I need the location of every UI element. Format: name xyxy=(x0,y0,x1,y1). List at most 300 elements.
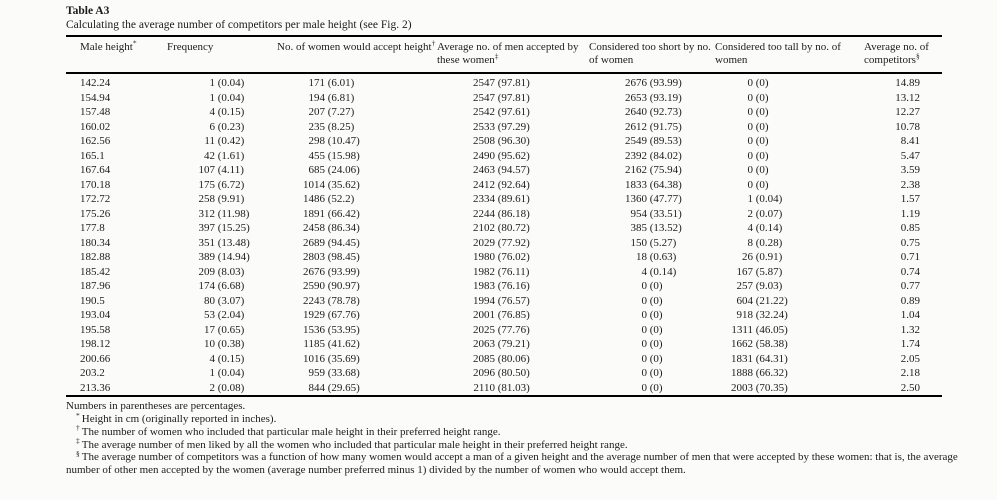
cell-value: 2676 xyxy=(303,265,325,278)
cell-percentage: (92.73) xyxy=(647,106,682,119)
cell-percentage: (94.45) xyxy=(325,236,360,249)
cell-percentage: (70.35) xyxy=(753,381,788,394)
cell-value: 2.38 xyxy=(900,178,920,191)
cell-value: 2162 xyxy=(625,164,647,177)
cell-too-short xyxy=(589,236,715,251)
cell-male-height: 185.42 xyxy=(80,265,111,278)
cell-value: 385 xyxy=(630,222,647,235)
cell-percentage: (0) xyxy=(647,294,663,307)
cell-value: 0 xyxy=(747,164,753,177)
cell-avg-men-accepted xyxy=(437,381,589,397)
cell-value: 0.77 xyxy=(900,280,920,293)
cell-avg-competitors xyxy=(864,366,942,381)
cell-percentage: (81.03) xyxy=(495,381,530,394)
cell-value: 107 xyxy=(198,164,215,177)
cell-too-tall xyxy=(715,120,864,135)
cell-male-height: 157.48 xyxy=(80,106,111,119)
table-label: Table A3 xyxy=(66,5,110,17)
table-row xyxy=(66,134,942,149)
cell-percentage: (0.04) xyxy=(215,367,245,380)
cell-frequency xyxy=(167,207,277,222)
cell-percentage: (0) xyxy=(753,120,769,133)
cell-percentage: (77.92) xyxy=(495,236,530,249)
cell-percentage: (76.16) xyxy=(495,280,530,293)
cell-value: 0 xyxy=(747,178,753,191)
cell-male-height: 175.26 xyxy=(80,207,111,220)
cell-too-tall xyxy=(715,91,864,106)
cell-percentage: (6.01) xyxy=(325,77,355,90)
footnote-marker: † xyxy=(76,423,80,433)
cell-percentage: (0.15) xyxy=(215,352,245,365)
cell-percentage: (86.18) xyxy=(495,207,530,220)
cell-value: 1 xyxy=(747,193,753,206)
cell-too-tall xyxy=(715,279,864,294)
cell-value: 1311 xyxy=(731,323,753,336)
footnote-marker: ‡ xyxy=(76,435,80,445)
cell-value: 2676 xyxy=(625,77,647,90)
cell-frequency xyxy=(167,294,277,309)
cell-frequency xyxy=(167,73,277,91)
cell-avg-men-accepted xyxy=(437,221,589,236)
cell-percentage: (6.72) xyxy=(215,178,245,191)
cell-avg-competitors xyxy=(864,308,942,323)
cell-value: 11 xyxy=(204,135,215,148)
cell-too-tall xyxy=(715,381,864,397)
cell-percentage: (0.14) xyxy=(647,265,677,278)
cell-value: 1.19 xyxy=(900,207,920,220)
cell-value: 0 xyxy=(641,294,647,307)
cell-percentage: (97.81) xyxy=(495,77,530,90)
cell-value: 312 xyxy=(198,207,215,220)
cell-value: 209 xyxy=(198,265,215,278)
table-row xyxy=(66,73,942,91)
cell-male-height: 200.66 xyxy=(80,352,111,365)
cell-value: 298 xyxy=(308,135,325,148)
cell-too-tall xyxy=(715,308,864,323)
cell-too-short xyxy=(589,366,715,381)
cell-percentage: (0.04) xyxy=(753,193,783,206)
cell-avg-competitors xyxy=(864,91,942,106)
cell-too-short xyxy=(589,294,715,309)
cell-avg-men-accepted xyxy=(437,366,589,381)
cell-value: 1994 xyxy=(473,294,495,307)
cell-too-short xyxy=(589,323,715,338)
cell-avg-competitors xyxy=(864,163,942,178)
cell-value: 351 xyxy=(198,236,215,249)
cell-women-accept xyxy=(277,337,437,352)
cell-value: 2612 xyxy=(625,120,647,133)
cell-percentage: (91.75) xyxy=(647,120,682,133)
cell-male-height: 180.34 xyxy=(80,236,111,249)
cell-male-height: 182.88 xyxy=(80,251,111,264)
cell-percentage: (0.08) xyxy=(215,381,245,394)
cell-percentage: (46.05) xyxy=(753,323,788,336)
table-row xyxy=(66,250,942,265)
cell-value: 1.57 xyxy=(900,193,920,206)
cell-frequency xyxy=(167,221,277,236)
cell-too-short xyxy=(589,178,715,193)
cell-value: 18 xyxy=(636,251,647,264)
cell-percentage: (0) xyxy=(753,91,769,104)
cell-percentage: (9.91) xyxy=(215,193,245,206)
cell-value: 2547 xyxy=(473,77,495,90)
table-row xyxy=(66,352,942,367)
cell-frequency xyxy=(167,381,277,397)
cell-percentage: (0) xyxy=(753,106,769,119)
cell-percentage: (53.95) xyxy=(325,323,360,336)
cell-avg-men-accepted xyxy=(437,105,589,120)
cell-percentage: (0.42) xyxy=(215,135,245,148)
cell-value: 0 xyxy=(641,309,647,322)
cell-too-short xyxy=(589,265,715,280)
cell-value: 2 xyxy=(209,381,215,394)
cell-value: 0 xyxy=(747,120,753,133)
cell-too-short xyxy=(589,120,715,135)
cell-value: 2096 xyxy=(473,367,495,380)
cell-avg-competitors xyxy=(864,337,942,352)
cell-percentage: (97.61) xyxy=(495,106,530,119)
cell-value: 1662 xyxy=(731,338,753,351)
cell-value: 2412 xyxy=(473,178,495,191)
cell-women-accept xyxy=(277,178,437,193)
cell-value: 2 xyxy=(747,207,753,220)
cell-women-accept xyxy=(277,308,437,323)
cell-value: 1980 xyxy=(473,251,495,264)
cell-women-accept xyxy=(277,163,437,178)
cell-too-short xyxy=(589,279,715,294)
cell-value: 1536 xyxy=(303,323,325,336)
cell-too-tall xyxy=(715,294,864,309)
cell-women-accept xyxy=(277,221,437,236)
cell-value: 455 xyxy=(308,149,325,162)
table-row xyxy=(66,221,942,236)
cell-value: 10 xyxy=(204,338,215,351)
cell-avg-competitors xyxy=(864,105,942,120)
cell-frequency xyxy=(167,308,277,323)
table-body xyxy=(66,73,942,396)
cell-value: 397 xyxy=(198,222,215,235)
cell-value: 150 xyxy=(630,236,647,249)
cell-percentage: (33.68) xyxy=(325,367,360,380)
cell-frequency xyxy=(167,178,277,193)
cell-value: 6 xyxy=(209,120,215,133)
cell-value: 0 xyxy=(641,338,647,351)
cell-value: 0 xyxy=(641,323,647,336)
cell-value: 1.32 xyxy=(900,323,920,336)
cell-value: 0.85 xyxy=(900,222,920,235)
cell-women-accept xyxy=(277,279,437,294)
cell-frequency xyxy=(167,265,277,280)
cell-women-accept xyxy=(277,91,437,106)
cell-percentage: (15.98) xyxy=(325,149,360,162)
cell-value: 1929 xyxy=(303,309,325,322)
cell-value: 604 xyxy=(736,294,753,307)
table-row xyxy=(66,308,942,323)
table-row xyxy=(66,163,942,178)
cell-male-height: 167.64 xyxy=(80,164,111,177)
cell-percentage: (29.65) xyxy=(325,381,360,394)
cell-women-accept xyxy=(277,192,437,207)
cell-avg-men-accepted xyxy=(437,337,589,352)
cell-avg-men-accepted xyxy=(437,178,589,193)
column-header-frequency: Frequency xyxy=(167,36,277,73)
cell-avg-men-accepted xyxy=(437,323,589,338)
cell-male-height: 198.12 xyxy=(80,338,111,351)
cell-percentage: (89.53) xyxy=(647,135,682,148)
cell-frequency xyxy=(167,105,277,120)
cell-value: 2689 xyxy=(303,236,325,249)
cell-percentage: (1.61) xyxy=(215,149,245,162)
column-header-women-accept: No. of women would accept height† xyxy=(277,36,437,73)
cell-percentage: (6.81) xyxy=(325,91,355,104)
cell-frequency xyxy=(167,366,277,381)
cell-value: 2542 xyxy=(473,106,495,119)
cell-value: 2458 xyxy=(303,222,325,235)
cell-percentage: (0) xyxy=(753,77,769,90)
cell-value: 207 xyxy=(308,106,325,119)
cell-percentage: (0.15) xyxy=(215,106,245,119)
data-table xyxy=(66,35,942,397)
cell-avg-men-accepted xyxy=(437,134,589,149)
cell-women-accept xyxy=(277,134,437,149)
cell-women-accept xyxy=(277,207,437,222)
table-row xyxy=(66,192,942,207)
cell-value: 2508 xyxy=(473,135,495,148)
cell-too-tall xyxy=(715,105,864,120)
cell-avg-men-accepted xyxy=(437,91,589,106)
cell-avg-competitors xyxy=(864,265,942,280)
cell-value: 12.27 xyxy=(895,106,920,119)
cell-value: 0.89 xyxy=(900,294,920,307)
cell-percentage: (0) xyxy=(647,309,663,322)
cell-percentage: (93.99) xyxy=(647,77,682,90)
cell-male-height: 177.8 xyxy=(80,222,105,235)
cell-male-height: 195.58 xyxy=(80,323,111,336)
cell-percentage: (52.2) xyxy=(325,193,355,206)
cell-value: 4 xyxy=(747,222,753,235)
cell-value: 2003 xyxy=(731,381,753,394)
cell-women-accept xyxy=(277,120,437,135)
cell-value: 1833 xyxy=(625,178,647,191)
cell-women-accept xyxy=(277,236,437,251)
cell-male-height: 190.5 xyxy=(80,294,105,307)
table-row xyxy=(66,337,942,352)
cell-value: 0.74 xyxy=(900,265,920,278)
cell-avg-men-accepted xyxy=(437,149,589,164)
cell-value: 2244 xyxy=(473,207,495,220)
cell-percentage: (35.62) xyxy=(325,178,360,191)
footnote-4: § The average number of competitors was a function of how many women would accept a man of a given height and the average number of men that were accepted by these women: that is, the average number of other men accepted by the women (average number preferred minus 1) divided by the number of women who would accept them. xyxy=(66,448,958,476)
cell-percentage: (11.98) xyxy=(215,207,250,220)
footnote-general: Numbers in parentheses are percentages. xyxy=(66,400,246,413)
cell-percentage: (98.45) xyxy=(325,251,360,264)
cell-value: 171 xyxy=(308,77,325,90)
table-caption: Calculating the average number of competitors per male height (see Fig. 2) xyxy=(66,19,412,31)
cell-value: 8.41 xyxy=(900,135,920,148)
cell-percentage: (86.34) xyxy=(325,222,360,235)
cell-value: 4 xyxy=(641,265,647,278)
cell-women-accept xyxy=(277,73,437,91)
cell-frequency xyxy=(167,323,277,338)
cell-male-height: 160.02 xyxy=(80,120,111,133)
table-row xyxy=(66,381,942,397)
cell-percentage: (0) xyxy=(753,178,769,191)
footnote-marker: § xyxy=(76,448,80,458)
cell-value: 1983 xyxy=(473,280,495,293)
cell-value: 0 xyxy=(747,135,753,148)
cell-male-height: 203.2 xyxy=(80,367,105,380)
cell-avg-men-accepted xyxy=(437,352,589,367)
table-row xyxy=(66,236,942,251)
cell-value: 685 xyxy=(308,164,325,177)
cell-value: 1360 xyxy=(625,193,647,206)
cell-percentage: (0.65) xyxy=(215,323,245,336)
cell-percentage: (13.48) xyxy=(215,236,250,249)
cell-percentage: (80.06) xyxy=(495,352,530,365)
cell-too-short xyxy=(589,192,715,207)
cell-percentage: (13.52) xyxy=(647,222,682,235)
cell-too-short xyxy=(589,250,715,265)
cell-value: 257 xyxy=(736,280,753,293)
cell-value: 5.47 xyxy=(900,149,920,162)
cell-percentage: (0) xyxy=(753,164,769,177)
cell-male-height: 154.94 xyxy=(80,91,111,104)
cell-percentage: (0) xyxy=(753,149,769,162)
cell-avg-competitors xyxy=(864,149,942,164)
cell-percentage: (67.76) xyxy=(325,309,360,322)
cell-women-accept xyxy=(277,294,437,309)
cell-too-short xyxy=(589,221,715,236)
cell-avg-competitors xyxy=(864,221,942,236)
cell-avg-competitors xyxy=(864,120,942,135)
cell-percentage: (47.77) xyxy=(647,193,682,206)
cell-value: 2590 xyxy=(303,280,325,293)
cell-percentage: (3.07) xyxy=(215,294,245,307)
cell-frequency xyxy=(167,236,277,251)
cell-percentage: (76.57) xyxy=(495,294,530,307)
cell-percentage: (0) xyxy=(647,338,663,351)
table-row xyxy=(66,265,942,280)
cell-value: 2653 xyxy=(625,91,647,104)
cell-avg-men-accepted xyxy=(437,192,589,207)
footnotes xyxy=(66,410,988,476)
cell-percentage: (89.61) xyxy=(495,193,530,206)
cell-percentage: (97.81) xyxy=(495,91,530,104)
cell-value: 918 xyxy=(736,309,753,322)
cell-too-tall xyxy=(715,221,864,236)
cell-too-short xyxy=(589,149,715,164)
cell-percentage: (94.57) xyxy=(495,164,530,177)
cell-too-short xyxy=(589,207,715,222)
cell-avg-competitors xyxy=(864,207,942,222)
cell-too-short xyxy=(589,134,715,149)
cell-percentage: (78.78) xyxy=(325,294,360,307)
cell-percentage: (2.04) xyxy=(215,309,245,322)
cell-frequency xyxy=(167,352,277,367)
cell-percentage: (0.04) xyxy=(215,77,245,90)
cell-value: 1.74 xyxy=(900,338,920,351)
cell-avg-competitors xyxy=(864,73,942,91)
cell-percentage: (92.64) xyxy=(495,178,530,191)
cell-percentage: (0.14) xyxy=(753,222,783,235)
cell-value: 258 xyxy=(198,193,215,206)
cell-value: 13.12 xyxy=(895,91,920,104)
cell-avg-men-accepted xyxy=(437,308,589,323)
cell-value: 0.71 xyxy=(900,251,920,264)
footnote-1: * Height in cm (originally reported in inches). xyxy=(76,410,277,426)
cell-value: 1.04 xyxy=(900,309,920,322)
cell-avg-men-accepted xyxy=(437,236,589,251)
cell-too-tall xyxy=(715,265,864,280)
cell-women-accept xyxy=(277,250,437,265)
cell-value: 1831 xyxy=(731,352,753,365)
cell-value: 0 xyxy=(747,91,753,104)
cell-value: 17 xyxy=(204,323,215,336)
footnote-marker: * xyxy=(76,410,80,420)
cell-percentage: (0) xyxy=(647,381,663,394)
cell-avg-competitors xyxy=(864,236,942,251)
cell-value: 8 xyxy=(747,236,753,249)
cell-value: 2640 xyxy=(625,106,647,119)
cell-value: 3.59 xyxy=(900,164,920,177)
cell-women-accept xyxy=(277,352,437,367)
cell-too-short xyxy=(589,105,715,120)
cell-male-height: 193.04 xyxy=(80,309,111,322)
cell-value: 10.78 xyxy=(895,120,920,133)
cell-value: 2392 xyxy=(625,149,647,162)
cell-value: 954 xyxy=(630,207,647,220)
column-header-male-height: Male height* xyxy=(66,36,167,73)
cell-percentage: (76.02) xyxy=(495,251,530,264)
cell-avg-competitors xyxy=(864,294,942,309)
cell-percentage: (64.38) xyxy=(647,178,682,191)
cell-too-tall xyxy=(715,178,864,193)
cell-value: 2463 xyxy=(473,164,495,177)
cell-avg-competitors xyxy=(864,134,942,149)
cell-percentage: (0.38) xyxy=(215,338,245,351)
cell-too-tall xyxy=(715,134,864,149)
cell-value: 2025 xyxy=(473,323,495,336)
column-header-avg-men-accepted: Average no. of men accepted by these women‡ xyxy=(437,36,589,73)
cell-male-height: 172.72 xyxy=(80,193,111,206)
footnote-marker: ‡ xyxy=(494,51,499,61)
cell-value: 1014 xyxy=(303,178,325,191)
cell-too-tall xyxy=(715,163,864,178)
cell-percentage: (90.97) xyxy=(325,280,360,293)
cell-percentage: (93.99) xyxy=(325,265,360,278)
cell-value: 2243 xyxy=(303,294,325,307)
cell-percentage: (0.91) xyxy=(753,251,783,264)
cell-percentage: (64.31) xyxy=(753,352,788,365)
cell-percentage: (33.51) xyxy=(647,207,682,220)
cell-value: 2.05 xyxy=(900,352,920,365)
footnote-3: ‡ The average number of men liked by all the women who included that particular male height in their preferred height range. xyxy=(76,435,628,451)
cell-frequency xyxy=(167,250,277,265)
cell-too-short xyxy=(589,337,715,352)
cell-percentage: (0) xyxy=(647,280,663,293)
cell-percentage: (21.22) xyxy=(753,294,788,307)
cell-value: 0 xyxy=(747,149,753,162)
cell-percentage: (0) xyxy=(647,323,663,336)
cell-percentage: (32.24) xyxy=(753,309,788,322)
cell-percentage: (41.62) xyxy=(325,338,360,351)
cell-avg-men-accepted xyxy=(437,279,589,294)
cell-male-height: 142.24 xyxy=(80,77,111,90)
cell-value: 0 xyxy=(641,280,647,293)
table-row xyxy=(66,91,942,106)
cell-percentage: (96.30) xyxy=(495,135,530,148)
cell-value: 1185 xyxy=(303,338,325,351)
